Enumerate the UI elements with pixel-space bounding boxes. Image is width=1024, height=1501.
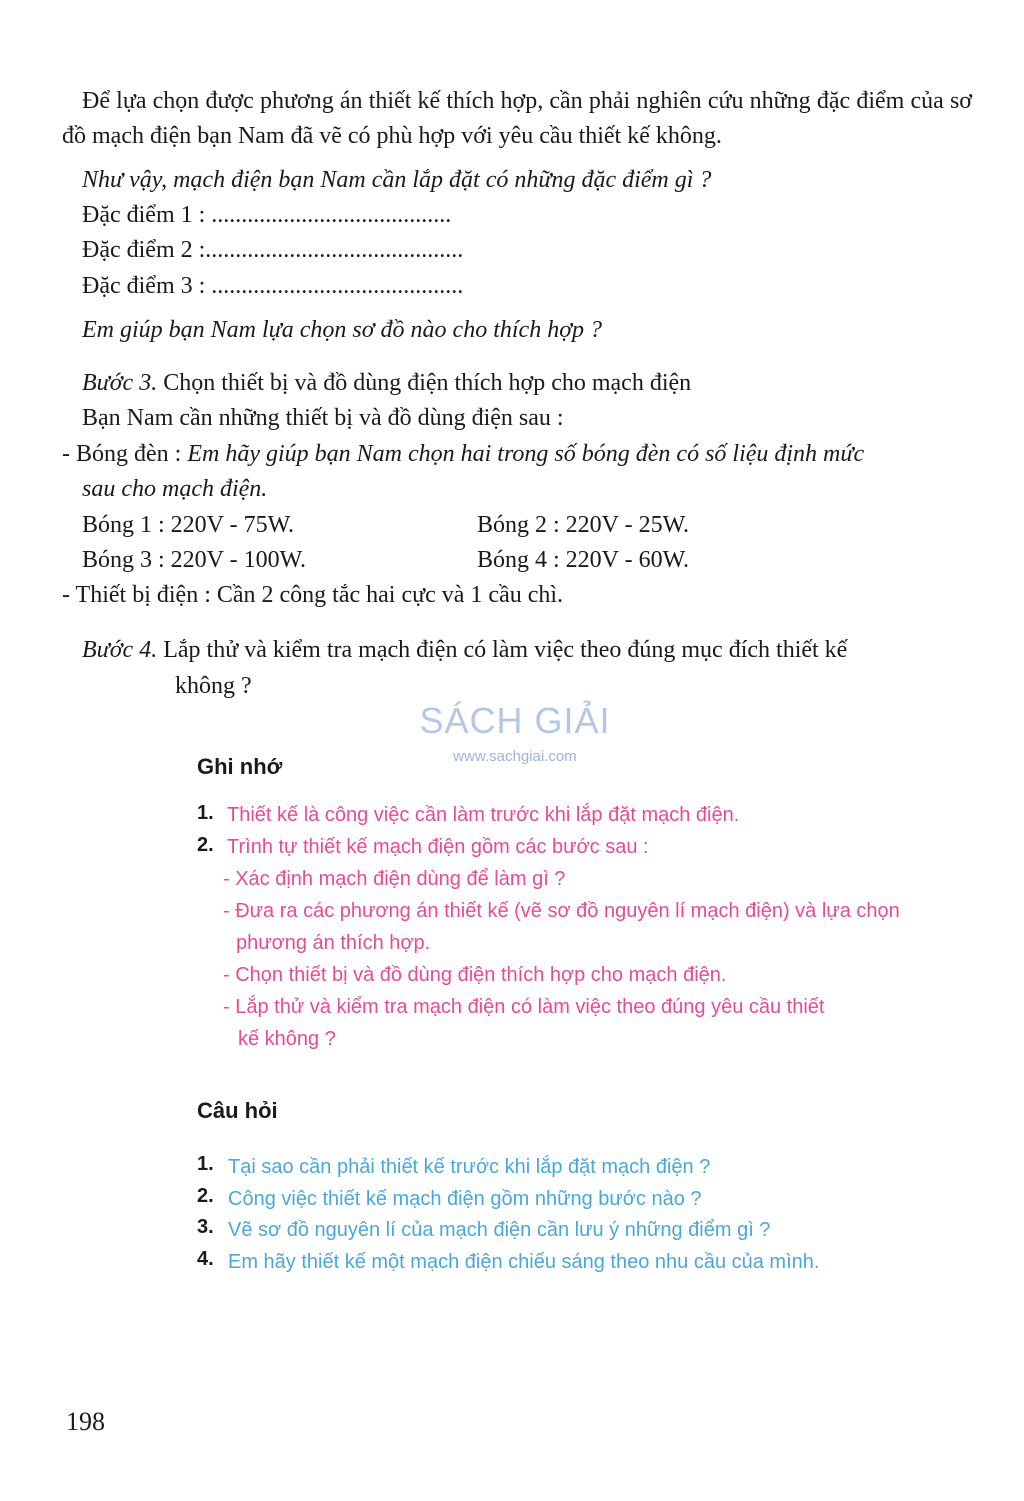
question-features: Như vậy, mạch điện bạn Nam cần lắp đặt có những đặc điểm gì ? (82, 167, 712, 193)
feature-1: Đặc điểm 1 : ........................................ (82, 202, 452, 228)
question-num-4: 4. (197, 1248, 214, 1270)
bulb-3: Bóng 3 : 220V - 100W. (82, 547, 307, 573)
step4-label: Bước 4. (82, 637, 158, 663)
remember-title: Ghi nhớ (197, 754, 283, 779)
devices-line: - Thiết bị điện : Cần 2 công tắc hai cực và 1 cầu chì. (62, 582, 564, 608)
page-number: 198 (66, 1407, 105, 1436)
remember-sub-4: - Lắp thử và kiểm tra mạch điện có làm việc theo đúng yêu cầu thiết (223, 996, 825, 1018)
feature-2: Đặc điểm 2 :........................................... (82, 237, 464, 263)
intro-paragraph (62, 84, 972, 154)
watermark-url: www.sachgiai.com (453, 748, 577, 765)
bulb-instruction-cont: sau cho mạch điện. (82, 476, 268, 502)
bulb-instruction-italic: Em hãy giúp bạn Nam chọn hai trong số bóng đèn có số liệu định mức (187, 441, 865, 467)
bulb-4: Bóng 4 : 220V - 60W. (477, 547, 690, 573)
question-item-3: Vẽ sơ đồ nguyên lí của mạch điện cần lưu ý những điểm gì ? (228, 1219, 771, 1241)
remember-item-1: Thiết kế là công việc cần làm trước khi lắp đặt mạch điện. (227, 804, 740, 826)
step4-text: Lắp thử và kiểm tra mạch điện có làm việc theo đúng mục đích thiết kế (157, 637, 848, 663)
question-item-4: Em hãy thiết kế một mạch điện chiếu sáng theo nhu cầu của mình. (228, 1251, 820, 1273)
remember-sub-3: - Chọn thiết bị và đồ dùng điện thích hợp cho mạch điện. (223, 964, 727, 986)
step3-label: Bước 3. (82, 370, 158, 396)
question-item-2: Công việc thiết kế mạch điện gồm những bước nào ? (228, 1188, 702, 1210)
step3-heading (82, 366, 691, 401)
bulb-prefix: - Bóng đèn : (62, 441, 188, 467)
remember-num-1: 1. (197, 802, 214, 824)
remember-sub-1: - Xác định mạch điện dùng để làm gì ? (223, 868, 566, 890)
bulb-2: Bóng 2 : 220V - 25W. (477, 512, 690, 538)
remember-sub-2-cont: phương án thích hợp. (236, 932, 431, 954)
bulb-instruction (62, 437, 864, 472)
remember-sub-4-cont: kế không ? (238, 1028, 336, 1050)
step3-need: Bạn Nam cần những thiết bị và đồ dùng điện sau : (82, 405, 564, 431)
question-item-1: Tại sao cần phải thiết kế trước khi lắp đặt mạch điện ? (228, 1156, 711, 1178)
question-num-1: 1. (197, 1153, 214, 1175)
watermark-logo: SÁCH GIẢI (419, 700, 611, 741)
remember-num-2: 2. (197, 834, 214, 856)
step3-text: Chọn thiết bị và đồ dùng điện thích hợp cho mạch điện (157, 370, 692, 396)
questions-title: Câu hỏi (197, 1098, 278, 1123)
step4-heading (82, 633, 847, 668)
feature-3: Đặc điểm 3 : .......................................... (82, 273, 464, 299)
step4-text-cont: không ? (175, 673, 252, 699)
bulb-1: Bóng 1 : 220V - 75W. (82, 512, 295, 538)
question-diagram: Em giúp bạn Nam lựa chọn sơ đồ nào cho thích hợp ? (82, 317, 603, 343)
question-num-2: 2. (197, 1185, 214, 1207)
remember-sub-2: - Đưa ra các phương án thiết kế (vẽ sơ đồ nguyên lí mạch điện) và lựa chọn (223, 900, 900, 922)
intro-text: Để lựa chọn được phương án thiết kế thích hợp, cần phải nghiên cứu những đặc điểm của sơ đồ mạch điện bạn Nam đã vẽ có phù hợp với yêu cầu thiết kế không. (62, 88, 972, 149)
watermark (410, 700, 620, 775)
question-num-3: 3. (197, 1216, 214, 1238)
remember-item-2: Trình tự thiết kế mạch điện gồm các bước sau : (227, 836, 649, 858)
